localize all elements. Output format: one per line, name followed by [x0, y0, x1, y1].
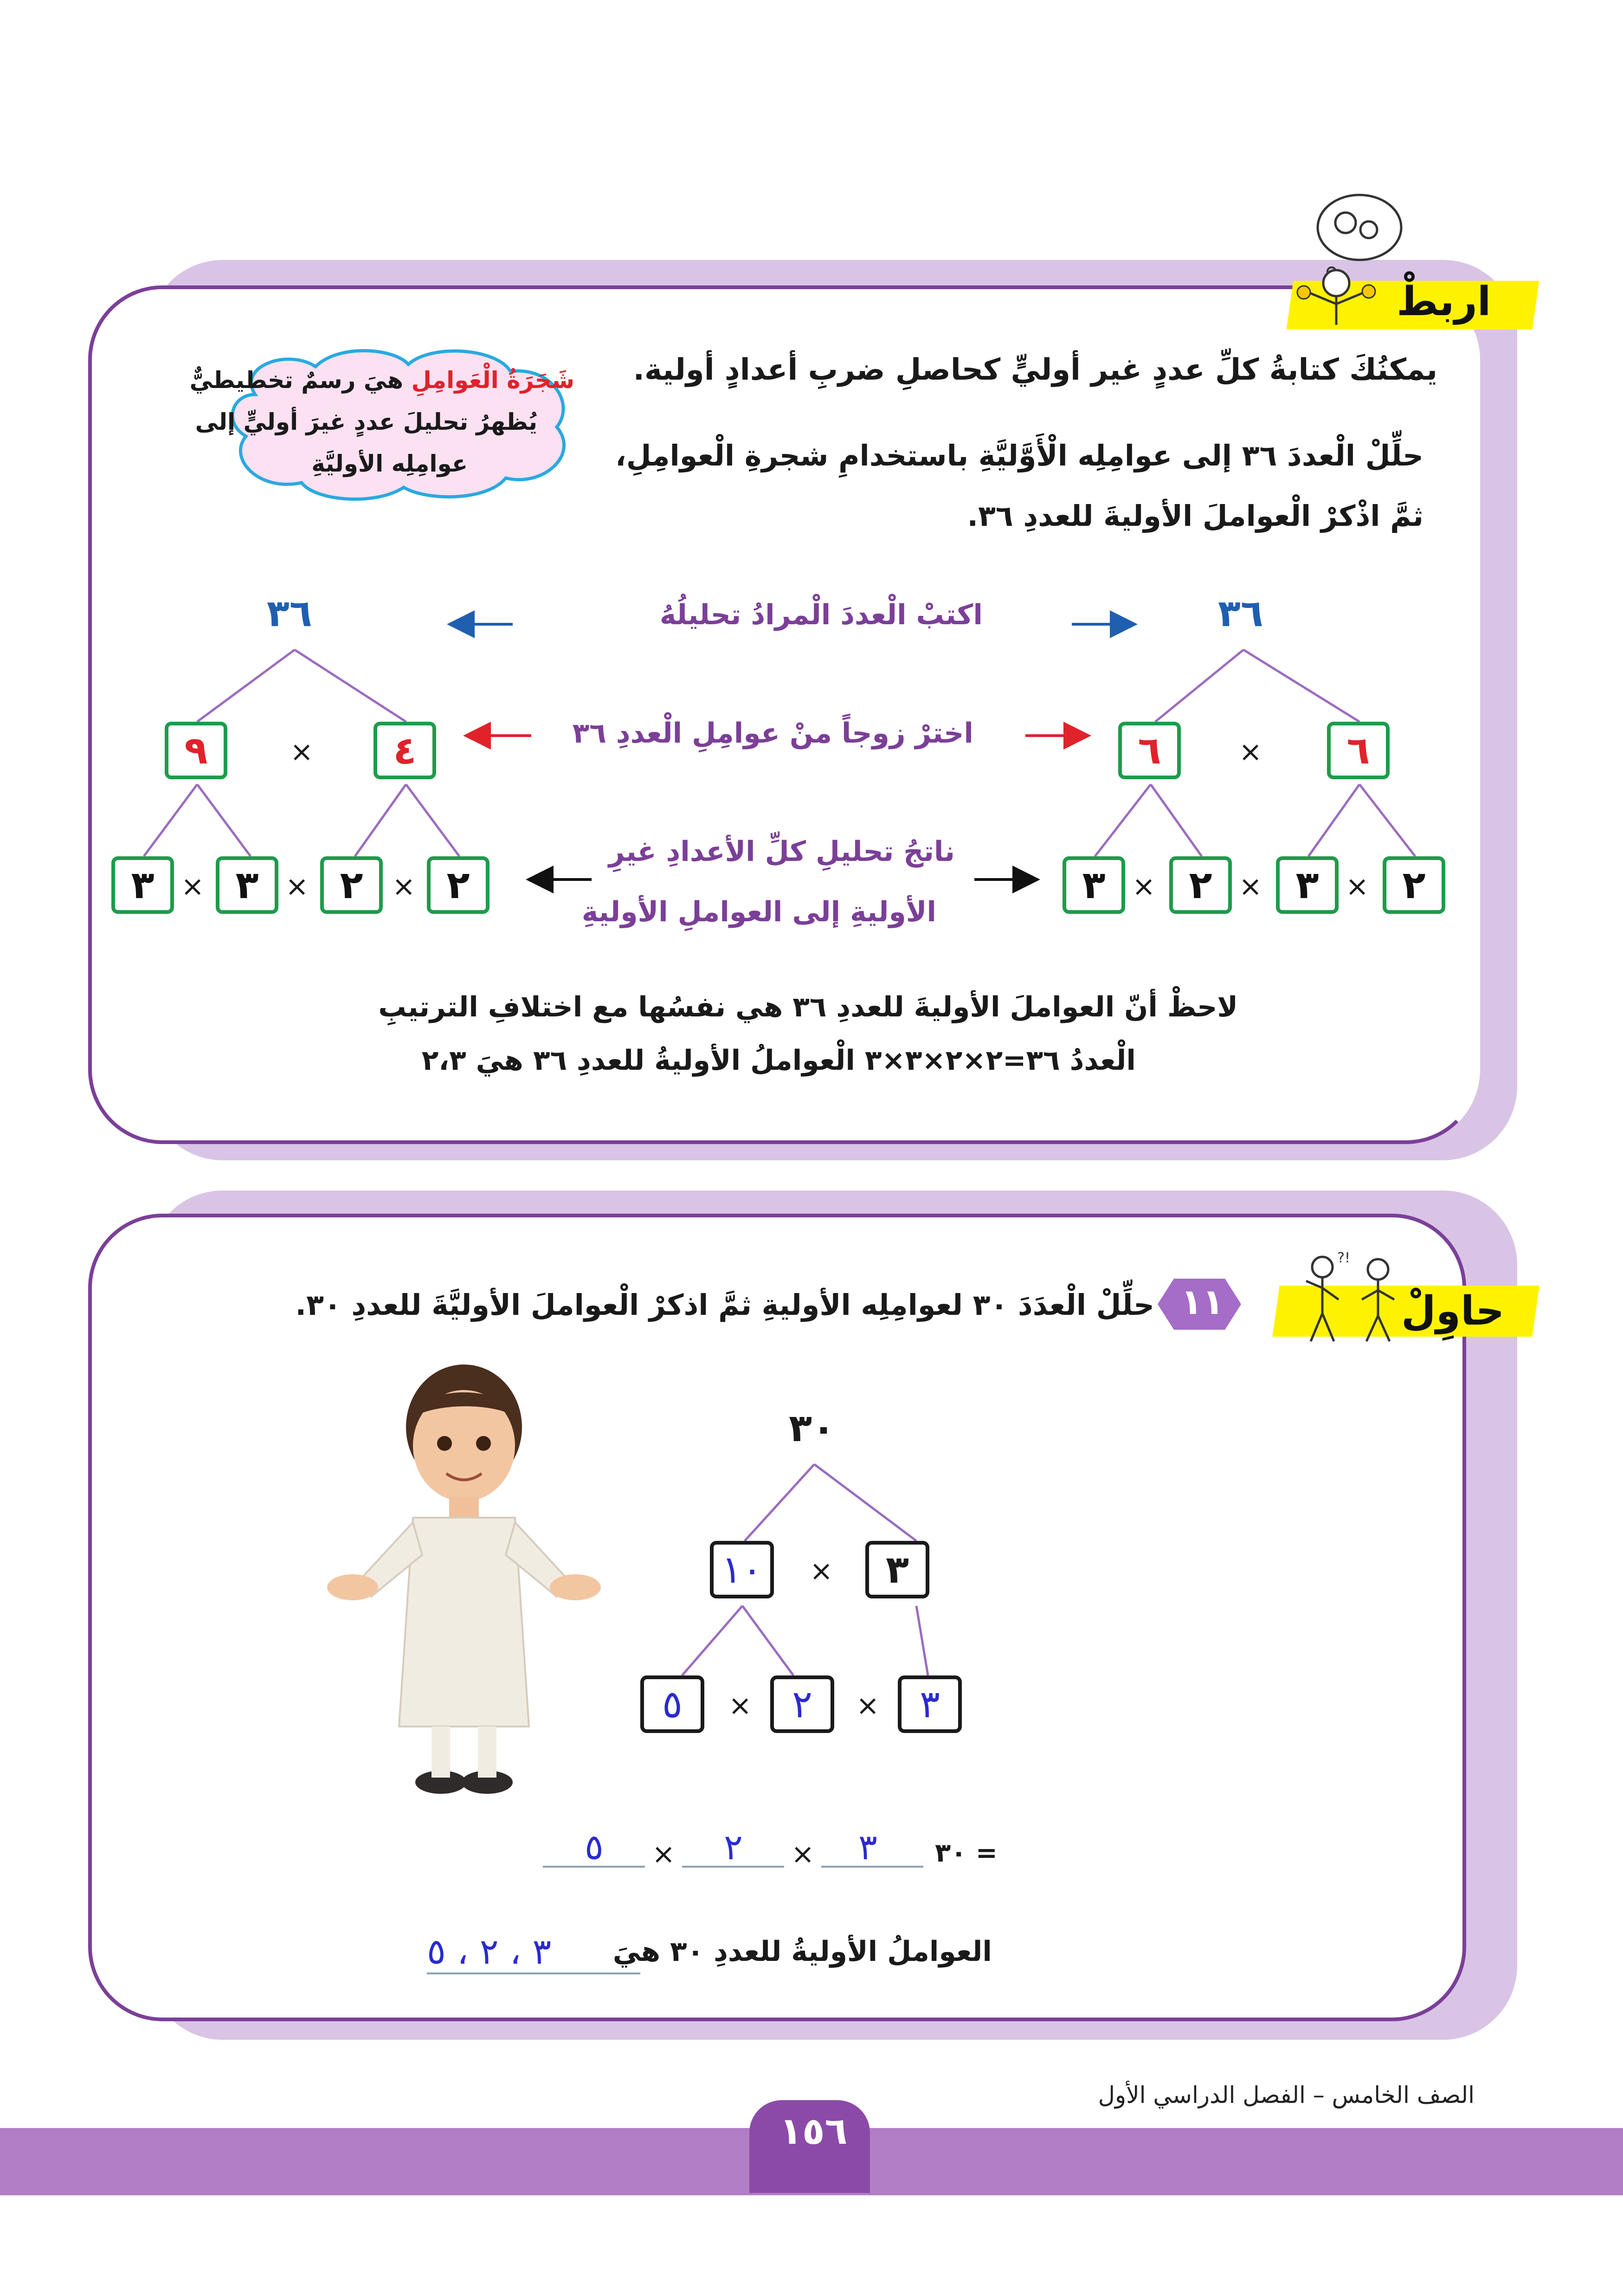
tree-b-l2-3: ٣ — [216, 856, 278, 914]
try-tree-times-l1: × — [810, 1555, 833, 1587]
tree-a-times-3: × — [1132, 870, 1156, 903]
try-tree-times-2: × — [728, 1689, 752, 1722]
try-tree-root: ٣٠ — [789, 1406, 836, 1450]
try-tree-l1-left: ١٠ — [710, 1541, 774, 1598]
equation-answer-2: ٢ — [724, 1826, 743, 1868]
connect-header-label: اربطْ — [1397, 278, 1491, 325]
definition-line3: عوامِلِه الأوليَّةِ — [311, 450, 468, 477]
try-tree-l2-3: ٥ — [640, 1675, 704, 1733]
equation-answer-3: ٥ — [585, 1826, 604, 1868]
tree-a-times-l1: × — [1239, 736, 1262, 768]
tree-a-l2-3: ٢ — [1169, 856, 1232, 914]
tree-a-times-1: × — [1346, 870, 1369, 903]
try-header-label: حاوِلْ — [1401, 1288, 1505, 1334]
tree-b-l2-2: ٢ — [320, 856, 383, 914]
connect-task-line2: ثمَّ اذْكرْ الْعواملَ الأوليةَ للعددِ ٣٦. — [967, 499, 1423, 533]
connect-task-line1: حلِّلْ الْعددَ ٣٦ إلى عوامِلِه الْأَوَّليَّةِ باستخدامِ شجرةِ الْعوامِلِ، — [615, 439, 1423, 472]
try-tree-l1-right: ٣ — [865, 1541, 929, 1598]
try-tree-l2-1: ٣ — [898, 1675, 962, 1733]
step3-line2: الأوليةِ إلى العواملِ الأوليةِ — [581, 896, 936, 928]
stick-figures-icon — [1299, 1248, 1406, 1346]
final-label: العواملُ الأوليةُ للعددِ ٣٠ هيَ — [612, 1935, 992, 1968]
tree-b-times-3: × — [181, 870, 205, 903]
connect-note-line2: الْعددُ ٣٦=٢×٢×٣×٣ الْعواملُ الأوليةُ للعددِ ٣٦ هيَ ٢،٣ — [421, 1044, 1136, 1077]
exercise-text: حلِّلْ الْعدَدَ ٣٠ لعوامِلِه الأوليةِ ثمَّ اذكرْ الْعواملَ الأوليَّةَ للعددِ ٣٠. — [295, 1288, 1154, 1322]
tree-a-l2-2: ٣ — [1276, 856, 1339, 914]
tree-a-l1-right: ٦ — [1327, 722, 1390, 779]
tree-a-l1-left: ٦ — [1118, 722, 1181, 779]
tree-b-l2-4: ٣ — [111, 856, 174, 914]
tree-b-times-2: × — [285, 870, 309, 903]
step1-label: اكتبْ الْعددَ الْمرادُ تحليلُهُ — [659, 599, 983, 631]
tree-a-times-2: × — [1239, 870, 1262, 903]
equation-times-2: × — [652, 1838, 676, 1870]
tree-b-l1-right: ٤ — [374, 722, 436, 779]
final-blank — [427, 1973, 640, 1974]
connect-note-line1: لاحظْ أنّ العواملَ الأوليةَ للعددِ ٣٦ هي نفسُها مع اختلافِ الترتيبِ — [378, 991, 1238, 1023]
equation-answer-1: ٣ — [858, 1826, 877, 1868]
try-tree-l2-2: ٢ — [770, 1675, 834, 1733]
definition-term: شَجَرَةُ الْعَوامِلِ — [411, 367, 574, 394]
final-answer: ٣ ، ٢ ، ٥ — [427, 1931, 552, 1972]
footer-course: الصف الخامس – الفصل الدراسي الأول — [1098, 2082, 1475, 2108]
definition-line2: يُظهرُ تحليلَ عددٍ غيرَ أوليٍّ إلى — [195, 408, 537, 435]
step3-line1: ناتجُ تحليلِ كلِّ الأعدادِ غيرِ — [608, 835, 955, 868]
definition-rest: هيَ رسمٌ تخطيطيٌّ — [189, 367, 404, 394]
try-tree-times-1: × — [856, 1689, 880, 1722]
tree-b-times-l1: × — [290, 736, 314, 768]
svg-text:!?: !? — [1337, 1250, 1350, 1266]
tree-a-root: ٣٦ — [1218, 592, 1263, 635]
tree-b-l1-left: ٩ — [165, 722, 227, 779]
tree-b-times-1: × — [392, 870, 416, 903]
equation-prefix: ٣٠ = — [935, 1838, 998, 1868]
connect-intro: يمكنُكَ كتابةُ كلِّ عددٍ غير أوليٍّ كحاصلِ ضربِ أعدادٍ أولية. — [633, 353, 1437, 387]
tree-b-l2-1: ٢ — [427, 856, 489, 914]
page-number: ١٥٦ — [779, 2109, 848, 2153]
exercise-number: ١١ — [1181, 1281, 1224, 1322]
equation-times-1: × — [791, 1838, 815, 1870]
step2-label: اخترْ زوجاً منْ عوامِلِ الْعددِ ٣٦ — [572, 717, 973, 750]
tree-a-l2-4: ٣ — [1063, 856, 1125, 914]
tree-a-l2-1: ٢ — [1383, 856, 1445, 914]
tree-b-root: ٣٦ — [267, 592, 312, 635]
